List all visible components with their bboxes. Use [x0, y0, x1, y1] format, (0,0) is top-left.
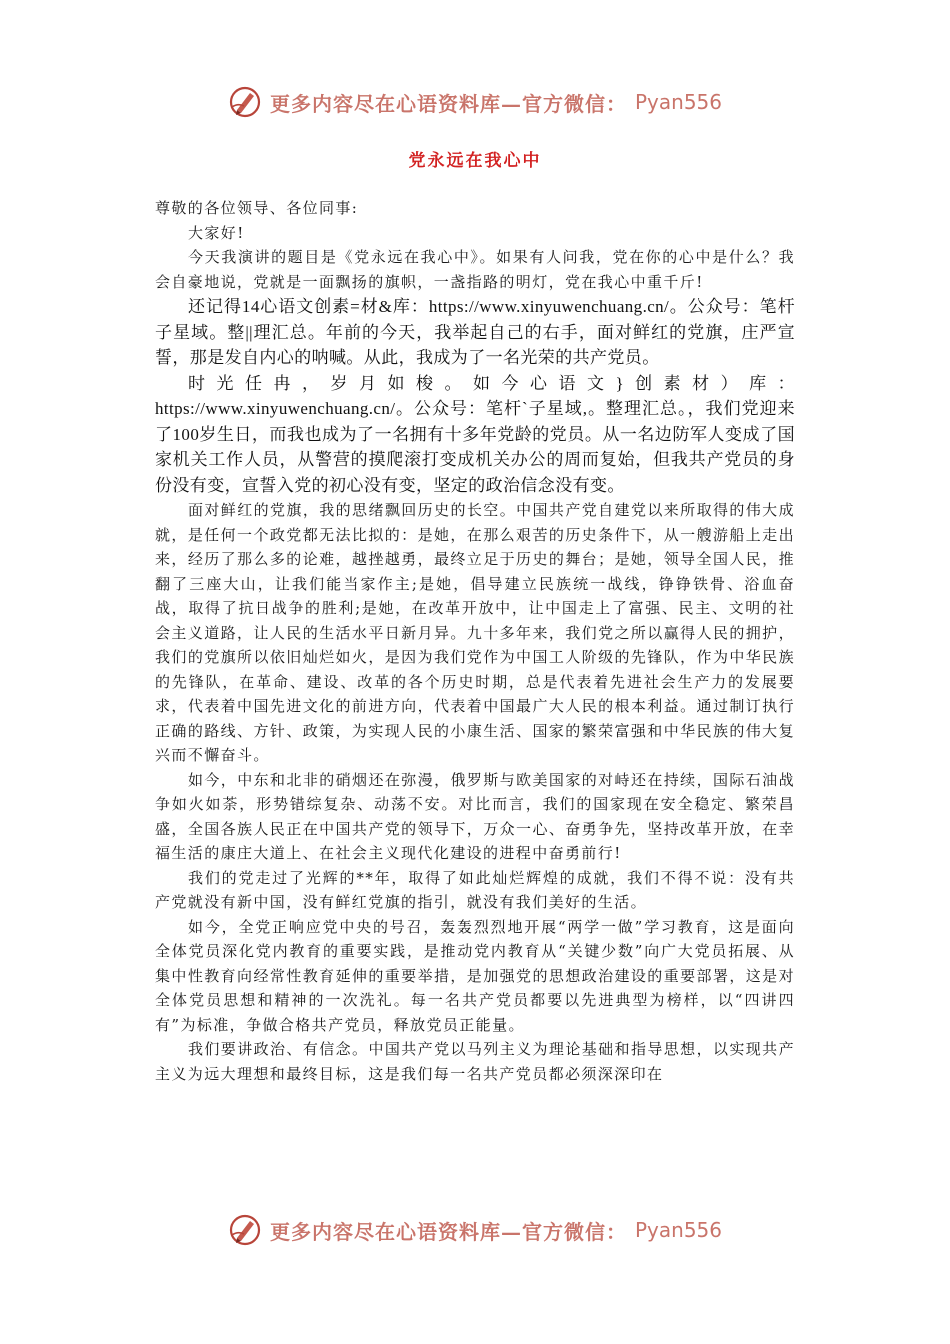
paragraph: 今天我演讲的题目是《党永远在我心中》。如果有人问我，党在你的心中是什么？我会自豪地说，党就是一面飘扬的旗帜，一盏指路的明灯，党在我心中重千斤! [155, 248, 795, 291]
header-banner [0, 82, 950, 122]
banner-text: 更多内容尽在心语资料库—官方微信： [269, 91, 627, 116]
banner-text: 更多内容尽在心语资料库—官方微信： [269, 1219, 627, 1244]
footer-banner [0, 1210, 950, 1250]
paragraph: 面对鲜红的党旗，我的思绪飘回历史的长空。中国共产党自建党以来所取得的伟大成就，是任何一个政党都无法比拟的：是她，在那么艰苦的历史条件下，从一艘游船上走出来，经历了那么多的论难，越挫越勇，最终立足于历史的舞台；是她，领导全国人民，推翻了三座大山，让我们能当家作主;是她，倡导建立民族统一战线，铮铮铁骨、浴血奋战，取得了抗日战争的胜利;是她，在改革开放中，让中国走上了富强、民主、文明的社会主义道路，让人民的生活水平日新月异。九十多年来，我们党之所以赢得人民的拥护，我们的党旗所以依旧灿烂如火，是因为我们党作为中国工人阶级的先锋队，作为中华民族的先锋队，在革命、建设、改革的各个历史时期，总是代表着先进社会生产力的发展要求，代表着中国先进文化的前进方向，代表着中国最广大人民的根本利益。通过制订执行正确的路线、方针、政策，为实现人民的小康生活、国家的繁荣富强和中华民族的伟大复兴而不懈奋斗。 [155, 501, 795, 764]
salutation: 尊敬的各位领导、各位同事: [155, 199, 359, 217]
banner-wechat-id: Pyan556 [634, 90, 722, 114]
pen-circle-logo-icon [228, 1213, 262, 1247]
pen-circle-logo-icon [228, 85, 262, 119]
paragraph: 如今，中东和北非的硝烟还在弥漫，俄罗斯与欧美国家的对峙还在持续，国际石油战争如火如荼，形势错综复杂、动荡不安。对比而言，我们的国家现在安全稳定、繁荣昌盛，全国各族人民正在中国共产党的领导下，万众一心、奋勇争先，坚持改革开放，在幸福生活的康庄大道上、在社会主义现代化建设的进程中奋勇前行! [155, 770, 795, 862]
paragraph: 我们的党走过了光辉的**年，取得了如此灿烂辉煌的成就，我们不得不说：没有共产党就没有新中国，没有鲜红党旗的指引，就没有我们美好的生活。 [155, 868, 795, 911]
paragraph: 如今，全党正响应党中央的号召，轰轰烈烈地开展“两学一做”学习教育，这是面向全体党员深化党内教育的重要实践，是推动党内教育从“关键少数”向广大党员拓展、从集中性教育向经常性教育延伸的重要举措，是加强党的思想政治建设的重要部署，这是对全体党员思想和精神的一次洗礼。每一名共产党员都要以先进典型为榜样，以“四讲四有”为标准，争做合格共产党员，释放党员正能量。 [155, 917, 795, 1034]
banner-wechat-id: Pyan556 [634, 1218, 722, 1242]
paragraph: 时光任冉，岁月如梭。如今心语文}创素材）库：https://www.xinyuwenchuang.cn/。公众号：笔杆`子星域,。整理汇总。，我们党迎来了100岁生日，而我也成为了一名拥有十多年党龄的党员。从一名边防军人变成了国家机关工作人员，从警营的摸爬滚打变成机关办公的周而复始，但我共产党员的身份没有变，宣誓入党的初心没有变，坚定的政治信念没有变。 [155, 373, 795, 495]
paragraph: 还记得14心语文创素=材&库：https://www.xinyuwenchuang.cn/。公众号：笔杆子星域。整||理汇总。年前的今天，我举起自己的右手，面对鲜红的党旗，庄严宣誓，那是发自内心的呐喊。从此，我成为了一名光荣的共产党员。 [155, 297, 795, 367]
document-body [155, 196, 795, 1086]
paragraph: 我们要讲政治、有信念。中国共产党以马列主义为理论基础和指导思想，以实现共产主义为远大理想和最终目标，这是我们每一名共产党员都必须深深印在 [155, 1040, 795, 1083]
paragraph: 大家好! [188, 223, 245, 242]
document-title: 党永远在我心中 [408, 151, 542, 171]
